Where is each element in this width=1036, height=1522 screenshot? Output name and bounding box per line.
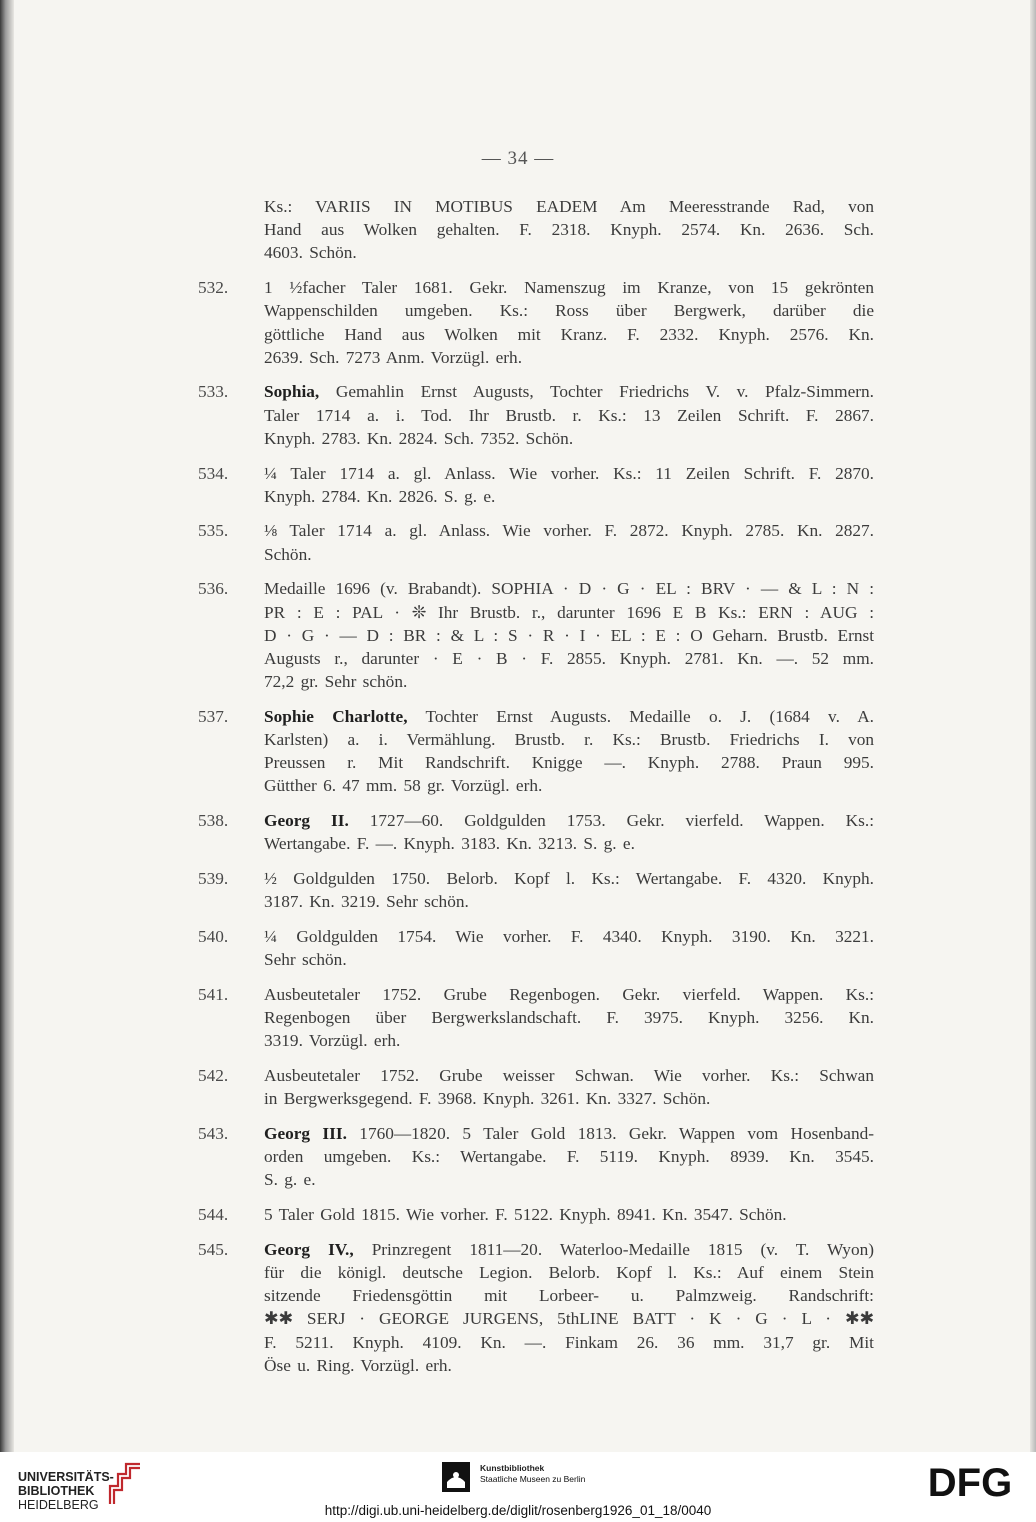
entry-line: Ausbeutetaler 1752. Grube weisser Schwan. Wie vorher. Ks.: Schwan xyxy=(264,1066,874,1085)
entry-line xyxy=(264,705,874,728)
entry-line: Gütther 6. 47 mm. 58 gr. Vorzügl. erh. xyxy=(264,776,543,796)
entry-line xyxy=(264,809,874,832)
entry-line-text: 1760—1820. 5 Taler Gold 1813. Gekr. Wappen vom Hosenband- xyxy=(346,1123,874,1143)
catalog-entry xyxy=(198,577,874,693)
entry-heading: Sophie Charlotte, xyxy=(264,706,408,726)
catalog-entries xyxy=(198,195,874,1388)
entry-line: PR : E : PAL · ❊ Ihr Brustb. r., darunter 1696 E B Ks.: ERN : AUG : xyxy=(264,602,874,622)
catalog-entry xyxy=(198,1122,874,1192)
entry-line: Preussen r. Mit Randschrift. Knigge —. Knyph. 2788. Praun 995. xyxy=(264,753,874,773)
entry-line: 4603. Schön. xyxy=(264,243,357,263)
entry-heading: Georg III. xyxy=(264,1123,347,1143)
entry-number: 539. xyxy=(198,869,229,889)
entry-line: D · G · — D : BR : & L : S · R · I · EL : E : O Geharn. Brustb. Ernst xyxy=(264,625,874,645)
entry-line-text: 1727—60. Goldgulden 1753. Gekr. vierfeld. Wappen. Ks.: xyxy=(348,811,874,831)
entry-line: ✱✱ SERJ · GEORGE JURGENS, 5thLINE BATT · K · G · L · ✱✱ xyxy=(264,1309,874,1329)
entry-heading: Georg II. xyxy=(264,811,349,831)
entry-line: ½ Goldgulden 1750. Belorb. Kopf l. Ks.: Wertangabe. F. 4320. Knyph. xyxy=(264,869,874,889)
entry-line: 5 Taler Gold 1815. Wie vorher. F. 5122. Knyph. 8941. Kn. 3547. Schön. xyxy=(264,1205,787,1225)
entry-line: Augusts r., darunter · E · B · F. 2855. Knyph. 2781. Kn. —. 52 mm. xyxy=(264,648,874,668)
catalog-entry xyxy=(198,1203,874,1226)
entry-number: 537. xyxy=(198,706,229,726)
entry-line xyxy=(264,1238,874,1261)
entry-heading: Sophia, xyxy=(264,382,320,402)
catalog-entry xyxy=(198,867,874,913)
entry-line: Medaille 1696 (v. Brabandt). SOPHIA · D · G · EL : BRV · — & L : N : xyxy=(264,579,874,599)
entry-line: Sehr schön. xyxy=(264,950,347,970)
entry-number: 538. xyxy=(198,811,229,831)
kunstbibliothek-logo[interactable] xyxy=(480,1463,585,1485)
catalog-entry xyxy=(198,925,874,971)
entry-line: Taler 1714 a. i. Tod. Ihr Brustb. r. Ks.: 13 Zeilen Schrift. F. 2867. xyxy=(264,405,874,425)
library-emblem-icon xyxy=(104,1460,144,1508)
entry-line xyxy=(264,1122,874,1145)
entry-line-text: Prinzregent 1811—20. Waterloo-Medaille 1815 (v. T. Wyon) xyxy=(353,1239,874,1259)
entry-line: Karlsten) a. i. Vermählung. Brustb. r. Ks.: Brustb. Friedrichs I. von xyxy=(264,730,874,750)
entry-number: 545. xyxy=(198,1239,229,1259)
library-name-line2: BIBLIOTHEK xyxy=(18,1484,95,1498)
entry-line-text: Tochter Ernst Augusts. Medaille o. J. (1684 v. A. xyxy=(407,706,874,726)
entry-line: orden umgeben. Ks.: Wertangabe. F. 5119. Knyph. 8939. Kn. 3545. xyxy=(264,1147,874,1167)
entry-heading: Georg IV., xyxy=(264,1239,354,1259)
catalog-entry xyxy=(198,462,874,508)
entry-line: Hand aus Wolken gehalten. F. 2318. Knyph. 2574. Kn. 2636. Sch. xyxy=(264,220,874,240)
entry-number: 544. xyxy=(198,1205,229,1225)
entry-number: 543. xyxy=(198,1123,229,1143)
catalog-entry xyxy=(198,1238,874,1377)
catalog-entry xyxy=(198,195,874,265)
page-number: — 34 — xyxy=(481,148,555,169)
catalog-entry xyxy=(198,809,874,855)
catalog-entry xyxy=(198,983,874,1053)
entry-line: göttliche Hand aus Wolken mit Kranz. F. 2332. Knyph. 2576. Kn. xyxy=(264,324,874,344)
entry-line: Wertangabe. F. —. Knyph. 3183. Kn. 3213. S. g. e. xyxy=(264,834,635,854)
entry-line: Schön. xyxy=(264,544,312,564)
entry-number: 532. xyxy=(198,278,229,298)
kb-name-line2: Staatliche Museen zu Berlin xyxy=(480,1474,586,1484)
entry-line: 2639. Sch. 7273 Anm. Vorzügl. erh. xyxy=(264,347,523,367)
entry-line: S. g. e. xyxy=(264,1170,316,1190)
entry-number: 540. xyxy=(198,926,229,946)
catalog-entry xyxy=(198,276,874,369)
entry-line: sitzende Friedensgöttin mit Lorbeer- u. Palmzweig. Randschrift: xyxy=(264,1286,874,1306)
entry-number: 533. xyxy=(198,382,229,402)
library-name-line3: HEIDELBERG xyxy=(18,1498,99,1512)
entry-line: Öse u. Ring. Vorzügl. erh. xyxy=(264,1355,452,1375)
entry-line: 3319. Vorzügl. erh. xyxy=(264,1031,401,1051)
scan-edge-left xyxy=(0,0,14,1452)
entry-line: Ks.: VARIIS IN MOTIBUS EADEM Am Meeresstrande Rad, von xyxy=(264,197,874,216)
entry-line: ¼ Goldgulden 1754. Wie vorher. F. 4340. Knyph. 3190. Kn. 3221. xyxy=(264,926,874,946)
entry-line: 1 ½facher Taler 1681. Gekr. Namenszug im Kranze, von 15 gekrönten xyxy=(264,278,874,298)
entry-line: 3187. Kn. 3219. Sehr schön. xyxy=(264,892,469,912)
entry-line: 72,2 gr. Sehr schön. xyxy=(264,672,408,692)
entry-line: Ausbeutetaler 1752. Grube Regenbogen. Gekr. vierfeld. Wappen. Ks.: xyxy=(264,984,874,1004)
scan-edge-right xyxy=(1030,0,1036,1452)
entry-number: 534. xyxy=(198,463,229,483)
entry-line: Regenbogen über Bergwerkslandschaft. F. 3975. Knyph. 3256. Kn. xyxy=(264,1008,874,1028)
entry-number: 541. xyxy=(198,984,229,1004)
entry-line: Knyph. 2784. Kn. 2826. S. g. e. xyxy=(264,486,496,506)
permalink-url[interactable]: http://digi.ub.uni-heidelberg.de/diglit/rosenberg1926_01_18/0040 xyxy=(324,1503,712,1518)
entry-number: 535. xyxy=(198,521,229,541)
entry-number: 536. xyxy=(198,579,229,599)
entry-line: ⅛ Taler 1714 a. gl. Anlass. Wie vorher. F. 2872. Knyph. 2785. Kn. 2827. xyxy=(264,521,874,541)
catalog-entry xyxy=(198,519,874,565)
catalog-entry xyxy=(198,1064,874,1110)
dfg-logo-text: DFG xyxy=(927,1464,1013,1500)
library-name-line1: UNIVERSITÄTS- xyxy=(18,1470,114,1484)
entry-line: ¼ Taler 1714 a. gl. Anlass. Wie vorher. Ks.: 11 Zeilen Schrift. F. 2870. xyxy=(264,463,874,483)
catalog-entry xyxy=(198,705,874,798)
entry-line: Knyph. 2783. Kn. 2824. Sch. 7352. Schön. xyxy=(264,428,574,448)
entry-line: Wappenschilden umgeben. Ks.: Ross über Bergwerk, darüber die xyxy=(264,301,874,321)
entry-line: für die königl. deutsche Legion. Belorb. Kopf l. Ks.: Auf einem Stein xyxy=(264,1262,874,1282)
entry-line xyxy=(264,380,874,403)
dfg-logo[interactable] xyxy=(920,1464,1020,1500)
entry-line-text: Gemahlin Ernst Augusts, Tochter Friedrichs V. v. Pfalz-Simmern. xyxy=(319,382,874,402)
entry-line: in Bergwerksgegend. F. 3968. Knyph. 3261. Kn. 3327. Schön. xyxy=(264,1089,711,1109)
entry-number: 542. xyxy=(198,1066,229,1085)
catalog-entry xyxy=(198,380,874,450)
kb-name-line1: Kunstbibliothek xyxy=(480,1463,545,1473)
kunstbibliothek-emblem-icon xyxy=(442,1462,470,1492)
entry-line: F. 5211. Knyph. 4109. Kn. —. Finkam 26. 36 mm. 31,7 gr. Mit xyxy=(264,1332,874,1352)
